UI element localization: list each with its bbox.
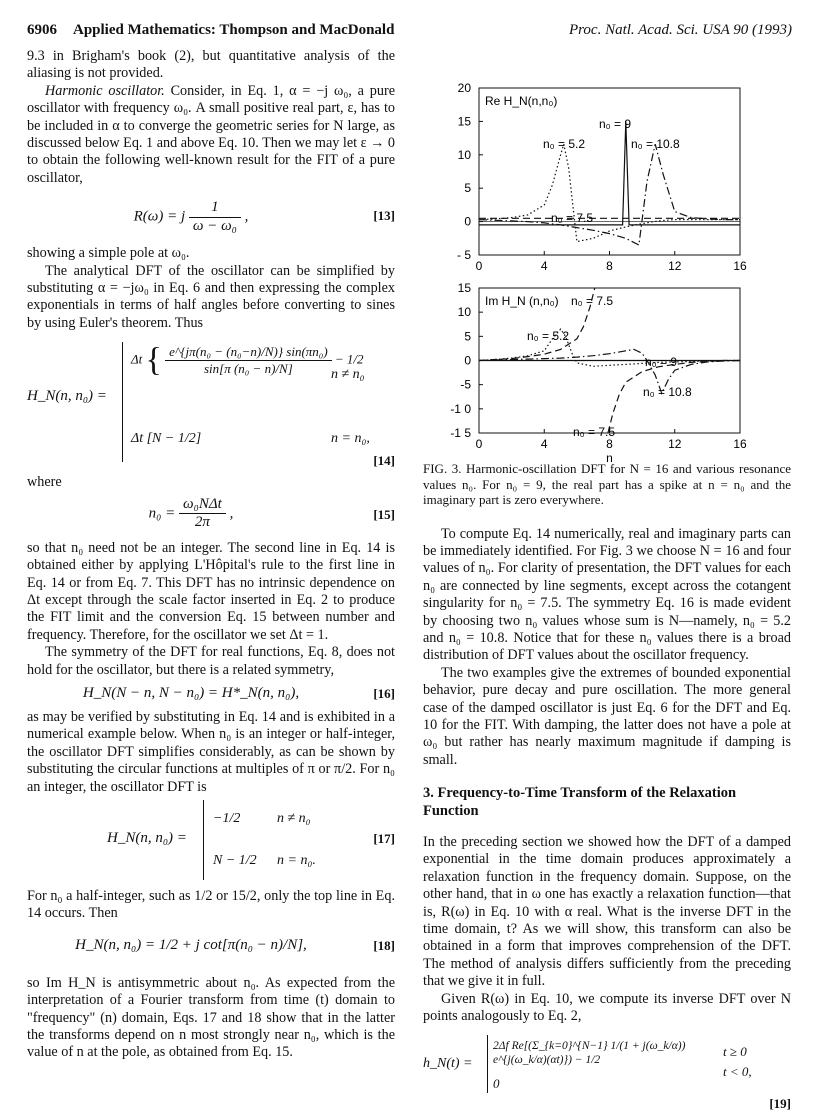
run-in-heading: Harmonic oscillator.: [45, 82, 165, 99]
plot-frame-1: [479, 88, 740, 255]
figure-caption: FIG. 3. Harmonic-oscillation DFT for N = 16 and various resonance values n₀. For n₀ = 9, the real part has a spike at n = n₀ and the imaginary part is zero everywhere.: [423, 461, 791, 507]
eq15-den: 2π: [194, 514, 210, 531]
right-column: [423, 48, 791, 1112]
paragraph: as may be verified by substituting in Eq. 14 and is exhibited in a numerical example below. When n₀ is an integer or half-integer, the oscillator DFT simplifies considerably, as can be shown by substituting the circular functions at multiples of π or π/2. For n₀ an integer, the oscillator DFT is: [27, 708, 395, 795]
x-tick-label: 0: [475, 259, 483, 273]
eq14-bottom: Δt [N − 1/2]: [131, 431, 202, 447]
equation-19: [423, 1033, 791, 1112]
running-title: Applied Mathematics: Thompson and MacDonald: [73, 22, 395, 38]
y-tick-label: 5: [464, 329, 471, 344]
x-tick-label: 12: [668, 437, 682, 451]
y-tick-label: - 5: [456, 248, 471, 262]
eq15-tail: ,: [229, 505, 234, 522]
paragraph: Given R(ω) in Eq. 10, we compute its inverse DFT over N points analogously to Eq. 2,: [423, 990, 791, 1025]
x-tick-label: 8: [606, 437, 613, 451]
x-tick-label: 4: [540, 437, 548, 451]
eq19-top-condition: t ≥ 0: [723, 1044, 747, 1060]
paragraph: In the preceding section we showed how the DFT of a damped exponential in the time domain produces approximately a relaxation function in the frequency domain. Suppose, on the other hand, that in ω one has exactly a relaxation function—that is, R(ω) in Eq. 10 with α real. What is the inverse DFT in the time domain, t? As we will show, this transform can also be obtained in a form that improves comprehension of the DFT. The method of analysis differs sufficiently from the preceding that we give it in full.: [423, 834, 791, 990]
equation-17: [27, 796, 395, 884]
eq13-fraction: [189, 199, 241, 235]
page-header: [27, 22, 792, 42]
y-tick-label: -5: [460, 377, 471, 392]
figure-3-plots: [423, 48, 791, 465]
eq14-bottom-condition: n = n₀,: [331, 431, 370, 447]
series-line-9: [479, 121, 740, 224]
eq14-brace: [122, 342, 123, 462]
x-tick-label: 0: [475, 437, 483, 451]
paragraph: showing a simple pole at ω₀.: [27, 245, 190, 262]
eq15-num: ω₀NΔt: [179, 496, 226, 514]
paragraph: To compute Eq. 14 numerically, real and imaginary parts can be immediately identified. For Fig. 3 we choose N = 16 and four values of n₀. For clarity of presentation, the DFT values for each n₀ are connected by line segments, except across the cotangent singularity for n₀ = 7.5. The symmetry Eq. 16 is made evident by choosing two n₀ values whose sum is N—namely, n₀ = 5.2 and n₀ = 10.8. Notice that for these n₀ values there is a broad distribution of DFT values about the oscillator frequency.: [423, 525, 791, 664]
paragraph-harmonic-oscillator: [27, 83, 395, 187]
page-number: 6906: [27, 22, 57, 38]
eq15-fraction: [179, 496, 226, 532]
paragraph-text: Consider, in Eq. 1, α = −j ω₀, a pure oscillator with frequency ω₀. A small positive real part, ε, has to be included in α to converge the geometric series for N large, as discussed below Eq. 1 and above Eq. 10. Then we may let ε → 0 to obtain the following well-known result for the FIT of a pure oscillator,: [27, 82, 396, 186]
equation-number: [14]: [373, 453, 395, 469]
paragraph: For n₀ a half-integer, such as 1/2 or 15/2, only the top line in Eq. 14 occurs. Then: [27, 887, 395, 922]
eq19-bottom: 0: [493, 1076, 500, 1092]
x-tick-label: 4: [540, 259, 548, 273]
eq14-top-num: e^{jπ(n₀ − (n₀−n)/N)} sin(πn₀): [165, 344, 332, 361]
eq17-top: −1/2: [213, 810, 241, 826]
equation-16: [27, 679, 395, 709]
eq16-body: H_N(N − n, N − n₀) = H*_N(n, n₀),: [82, 684, 300, 701]
eq14-curly-open: {: [145, 341, 162, 379]
eq15-lhs: n₀ =: [148, 505, 176, 522]
x-tick-label: 8: [606, 259, 613, 273]
eq13-lhs: R(ω) = j: [133, 208, 186, 225]
eq17-lhs: H_N(n, n₀) =: [107, 829, 187, 846]
equation-number: [18]: [373, 937, 395, 953]
equation-number: [15]: [373, 506, 395, 522]
equation-number: [16]: [373, 685, 395, 701]
paragraph: so Im H_N is antisymmetric about n₀. As expected from the interpretation of a Fourier transform from time (t) domain to "frequency" (n) domain, Eqs. 17 and 18 show that in the latter the transforms depend on n most strongly near n₀, which is the value of n at the pole, as obtained from Eq. 15.: [27, 974, 395, 1061]
eq18-body: H_N(n, n₀) = 1/2 + j cot[π(n₀ − n)/N],: [75, 936, 307, 953]
eq13-num: 1: [189, 199, 241, 217]
y-tick-label: 0: [464, 214, 471, 229]
equation-number: [17]: [373, 830, 395, 846]
series-line-5.2: [479, 144, 740, 242]
eq14-lhs: H_N(n, n₀) =: [27, 388, 107, 405]
eq14-top-condition: n ≠ n₀: [331, 367, 365, 383]
eq19-lhs: h_N(t) =: [423, 1056, 473, 1072]
journal-citation: Proc. Natl. Acad. Sci. USA 90 (1993): [568, 22, 792, 38]
eq17-bottom: N − 1/2: [213, 852, 257, 868]
y-tick-label: 15: [457, 114, 471, 129]
y-tick-label: 5: [464, 181, 471, 196]
eq14-top-den: sin[π (n₀ − n)/N]: [203, 361, 293, 377]
figure-3: [423, 48, 791, 465]
eq14-dt: Δt: [131, 351, 143, 367]
y-tick-label: -1 5: [450, 426, 471, 440]
annotation-n0-7.5-bottom: n₀ = 7.5: [573, 425, 616, 439]
series-line-10.8: [479, 144, 740, 245]
annotation-n0-9: n₀ = 9: [599, 117, 632, 131]
annotation-n0-5.2: n₀ = 5.2: [527, 329, 570, 343]
eq17-top-condition: n ≠ n₀: [277, 810, 311, 826]
paragraph: so that n₀ need not be an integer. The second line in Eq. 14 is obtained either by applying L'Hôpital's rule to the first line in Eq. 14 or from Eq. 7. This DFT has no intrinsic dependence on Δt except through the scale factor inserted in Eq. 2 to produce the FIT limit and the conversion Eq. 15 between number and frequency. Therefore, for the oscillator we set Δt = 1.: [27, 539, 395, 643]
equation-13: [27, 193, 395, 245]
annotation-n0-7.5: n₀ = 7.5: [551, 211, 594, 225]
eq19-bottom-condition: t < 0,: [723, 1064, 752, 1080]
y-tick-label: 20: [457, 81, 471, 95]
y-tick-label: 10: [457, 147, 471, 162]
paragraph: 9.3 in Brigham's book (2), but quantitative analysis of the aliasing is not provided.: [27, 48, 395, 82]
plot-title: Re H_N(n,n₀): [485, 94, 558, 108]
series-line-10.8: [479, 349, 740, 393]
paragraph: where: [27, 474, 62, 491]
eq17-brace: [203, 800, 204, 880]
annotation-n0-10.8: n₀ = 10.8: [643, 385, 692, 399]
plot-title: Im H_N (n,n₀): [485, 294, 559, 308]
annotation-n0-5.2: n₀ = 5.2: [543, 137, 586, 151]
eq19-top: 2Δf Re[(Σ_{k=0}^{N−1} 1/(1 + j(ω_k/α)) e^{j(ω_k/α)(αt)}) − 1/2: [493, 1040, 686, 1067]
eq14-minus-half: − 1/2: [334, 351, 364, 367]
equation-18: [27, 923, 395, 975]
annotation-n0-7.5-top: n₀ = 7.5: [571, 294, 614, 308]
section-heading: 3. Frequency-to-Time Transform of the Relaxation Function: [423, 785, 737, 819]
eq17-bottom-condition: n = n₀.: [277, 852, 316, 868]
annotation-n0-9: n₀ = 9: [645, 355, 678, 369]
annotation-n0-10.8: n₀ = 10.8: [631, 137, 680, 151]
eq13-tail: ,: [244, 208, 249, 225]
equation-number: [13]: [373, 208, 395, 224]
y-tick-label: -1 0: [450, 401, 471, 416]
y-tick-label: 15: [457, 281, 471, 295]
x-tick-label: 16: [733, 259, 747, 273]
x-axis-label: n: [606, 451, 613, 465]
eq14-fraction: [165, 344, 332, 377]
x-tick-label: 16: [733, 437, 747, 451]
paragraph: The symmetry of the DFT for real functions, Eq. 8, does not hold for the oscillator, but there is a related symmetry,: [27, 644, 395, 678]
x-tick-label: 12: [668, 259, 682, 273]
paragraph: The analytical DFT of the oscillator can be simplified by substituting α = −jω₀ in Eq. 6 and then expressing the complex exponentials in terms of half angles before converting to sines by using Euler's theorem. Thus: [27, 262, 395, 331]
equation-15: [27, 492, 395, 540]
equation-number: [19]: [769, 1096, 791, 1112]
eq13-den: ω − ω₀: [192, 217, 237, 234]
eq19-brace: [487, 1035, 488, 1093]
y-tick-label: 0: [464, 353, 471, 368]
y-tick-label: 10: [457, 305, 471, 320]
paragraph: The two examples give the extremes of bounded exponential behavior, pure decay and pure oscillation. The more general case of the damped oscillator is just Eq. 6 for the DFT and Eq. 10 for the FIT. With damping, the latter does not have a pole at ω₀ but rather has nearly maximum magnitude if damping is small.: [423, 664, 791, 768]
eq14-top-row: [131, 341, 364, 379]
left-column: [27, 48, 395, 1062]
equation-14: [27, 338, 395, 470]
